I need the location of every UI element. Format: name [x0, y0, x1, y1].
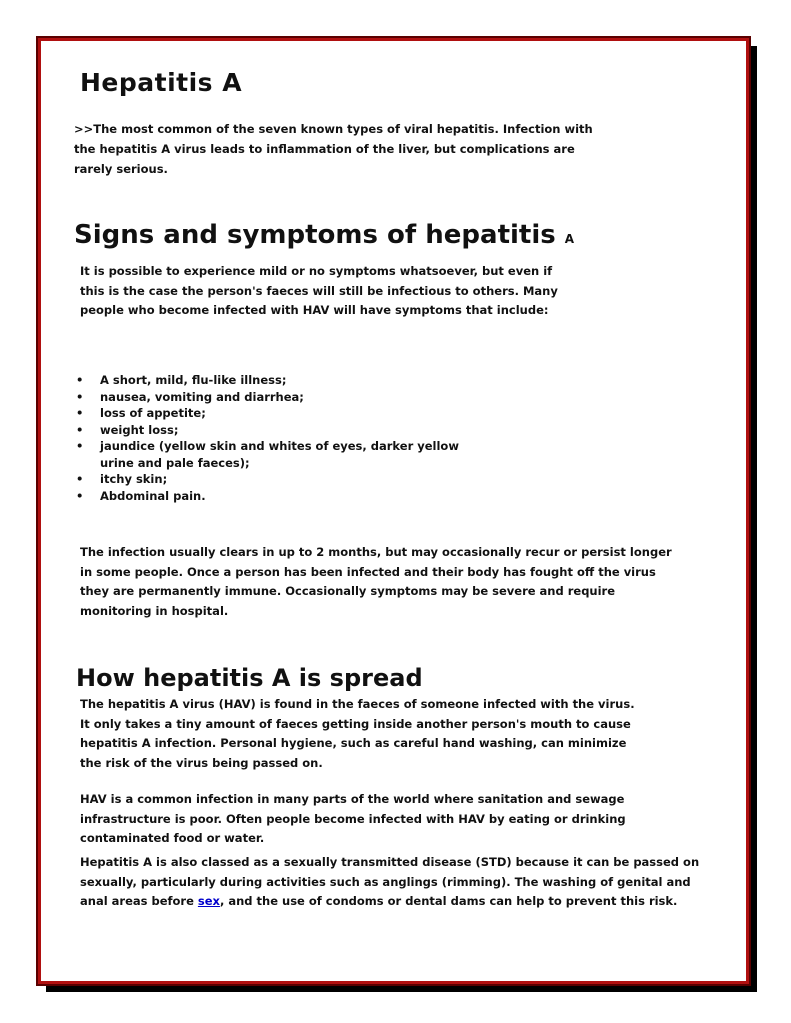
list-item: • jaundice (yellow skin and whites of eyes, darker yellow urine and pale faeces);	[76, 438, 476, 471]
intro-paragraph: >>The most common of the seven known types of viral hepatitis. Infection with the hepatitis A virus leads to inflammation of the liver, but complications are rarely serious.	[74, 122, 593, 176]
list-item: • weight loss;	[76, 422, 476, 439]
spread-paragraph-2: HAV is a common infection in many parts of the world where sanitation and sewage infrastructure is poor. Often people become infected with HAV by eating or drinking contaminated food or water.	[80, 792, 626, 845]
signs-paragraph: It is possible to experience mild or no symptoms whatsoever, but even if this is the case the person's faeces will still be infectious to others. Many people who become infected with HAV will have symptoms that include:	[80, 264, 558, 317]
signs-heading	[74, 220, 574, 250]
std-paragraph	[80, 853, 710, 912]
spread-paragraph-1: The hepatitis A virus (HAV) is found in the faeces of someone infected with the virus. It only takes a tiny amount of faeces getting inside another person's mouth to cause hepatitis A infection. Personal hygiene, such as careful hand washing, can minimize the risk of the virus being passed on.	[80, 697, 635, 770]
spread-heading: How hepatitis A is spread	[76, 664, 423, 692]
std-text-after: , and the use of condoms or dental dams can help to prevent this risk.	[219, 894, 678, 908]
clears-paragraph: The infection usually clears in up to 2 months, but may occasionally recur or persist longer in some people. Once a person has been infected and their body has fought off the virus they are permanently immune. Occasionally symptoms may be severe and require monitoring in hospital.	[80, 545, 672, 618]
sex-link[interactable]: sex	[197, 894, 220, 908]
list-item: • nausea, vomiting and diarrhea;	[76, 389, 476, 406]
list-item: • Abdominal pain.	[76, 488, 476, 505]
symptom-list	[76, 372, 476, 504]
page-title: Hepatitis A	[80, 68, 243, 97]
list-item: • itchy skin;	[76, 471, 476, 488]
signs-heading-suffix: A	[564, 232, 575, 246]
list-item: • loss of appetite;	[76, 405, 476, 422]
std-text-before: Hepatitis A is also classed as a sexually transmitted disease (STD) because it can be passed on sexually, particularly during activities such as anglings (rimming). The washing of genital and anal areas before	[80, 855, 700, 908]
signs-heading-text: Signs and symptoms of hepatitis	[74, 220, 556, 250]
list-item: • A short, mild, flu-like illness;	[76, 372, 476, 389]
